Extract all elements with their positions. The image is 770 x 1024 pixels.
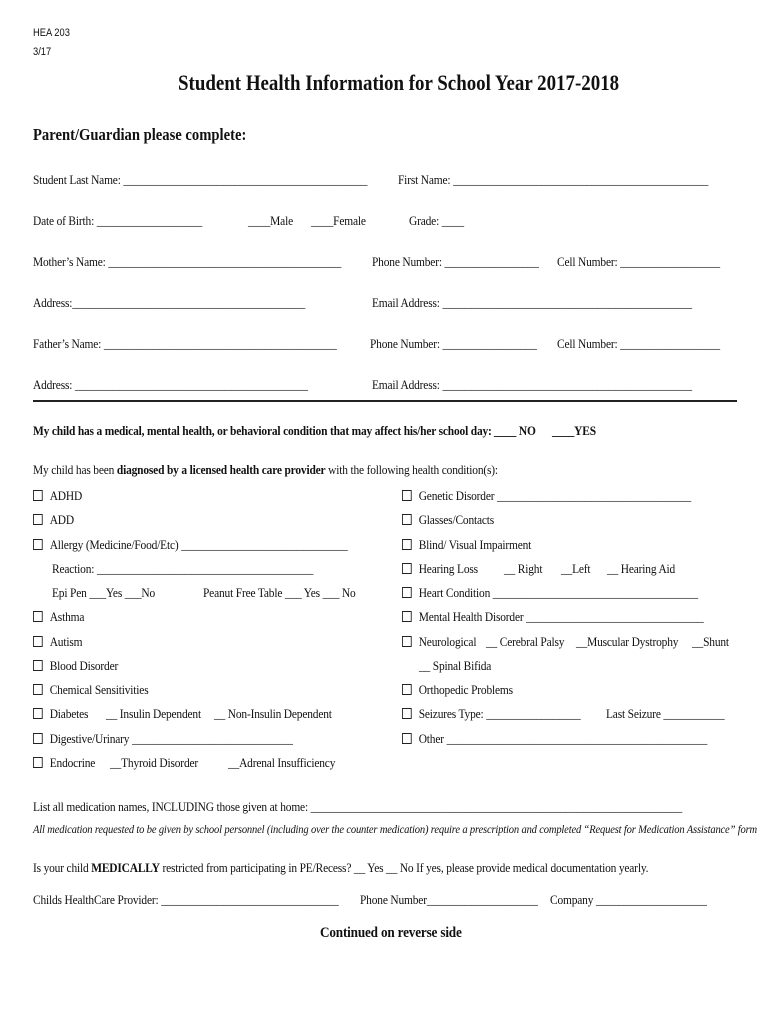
condition-diabetes[interactable]: Diabetes [33,706,88,722]
peanut-free-field[interactable]: Peanut Free Table ___ Yes ___ No [203,585,356,600]
checkbox-icon[interactable] [402,611,412,622]
checkbox-icon[interactable] [402,733,412,744]
shunt-field[interactable]: __Shunt [692,634,729,649]
condition-autism[interactable]: Autism [33,634,82,650]
condition-digestive[interactable]: Digestive/Urinary _____________________________ [33,731,293,747]
condition-yes-field[interactable]: ____YES [552,423,596,438]
father-phone-field[interactable]: Phone Number: _________________ [370,336,537,351]
epi-pen-field[interactable]: Epi Pen ___Yes ___No [52,585,156,600]
form-code: HEA 203 [33,27,70,39]
checkbox-icon[interactable] [402,514,412,525]
continued-footer: Continued on reverse side [320,925,462,941]
father-cell-field[interactable]: Cell Number: __________________ [557,336,720,351]
cerebral-palsy-field[interactable]: __ Cerebral Palsy [486,634,565,649]
checkbox-icon[interactable] [402,563,412,574]
provider-phone-field[interactable]: Phone Number____________________ [360,892,538,907]
condition-add[interactable]: ADD [33,512,74,528]
condition-hearing[interactable]: Hearing Loss [402,561,478,577]
healthcare-provider-field[interactable]: Childs HealthCare Provider: ________________________________ [33,892,339,907]
condition-orthopedic[interactable]: Orthopedic Problems [402,682,513,698]
provider-company-field[interactable]: Company ____________________ [550,892,707,907]
form-date: 3/17 [33,46,52,58]
checkbox-icon[interactable] [402,587,412,598]
condition-asthma[interactable]: Asthma [33,609,84,625]
adrenal-field[interactable]: __Adrenal Insufficiency [228,755,336,770]
email-field-2[interactable]: Email Address: _____________________________________________ [372,377,692,392]
mother-cell-field[interactable]: Cell Number: __________________ [557,254,720,269]
condition-seizures[interactable]: Seizures Type: _________________ [402,706,580,722]
insulin-dependent-field[interactable]: __ Insulin Dependent [106,706,201,721]
condition-glasses[interactable]: Glasses/Contacts [402,512,494,528]
grade-field[interactable]: Grade: ____ [409,213,464,228]
last-seizure-field[interactable]: Last Seizure ___________ [606,706,725,721]
father-name-field[interactable]: Father’s Name: __________________________________________ [33,336,337,351]
non-insulin-dependent-field[interactable]: __ Non-Insulin Dependent [214,706,332,721]
checkbox-icon[interactable] [402,684,412,695]
checkbox-icon[interactable] [33,708,43,719]
mother-phone-field[interactable]: Phone Number: _________________ [372,254,539,269]
thyroid-field[interactable]: __Thyroid Disorder [110,755,199,770]
hearing-aid-field[interactable]: __ Hearing Aid [607,561,676,576]
checkbox-icon[interactable] [33,733,43,744]
medications-field[interactable]: List all medication names, INCLUDING those given at home: ___________________________________________________________________ [33,799,683,814]
condition-neurological[interactable]: Neurological [402,634,476,650]
checkbox-icon[interactable] [33,539,43,550]
condition-blood-disorder[interactable]: Blood Disorder [33,658,118,674]
pe-restriction-question[interactable]: Is your child MEDICALLY restricted from participating in PE/Recess? __ Yes __ No If yes, please provide medical documentation yearly. [33,860,649,875]
condition-mental-health[interactable]: Mental Health Disorder ________________________________ [402,609,704,625]
address-field-1[interactable]: Address:__________________________________________ [33,295,306,310]
address-field-2[interactable]: Address: __________________________________________ [33,377,308,392]
condition-chemical[interactable]: Chemical Sensitivities [33,682,148,698]
email-field-1[interactable]: Email Address: _____________________________________________ [372,295,692,310]
first-name-field[interactable]: First Name: ______________________________________________ [398,172,709,187]
condition-no-field[interactable]: ____ NO [494,423,536,438]
checkbox-icon[interactable] [33,636,43,647]
condition-endocrine[interactable]: Endocrine [33,755,95,771]
checkbox-icon[interactable] [402,636,412,647]
checkbox-icon[interactable] [402,708,412,719]
condition-adhd[interactable]: ADHD [33,488,82,504]
checkbox-icon[interactable] [33,611,43,622]
hearing-left-field[interactable]: __Left [561,561,591,576]
mother-name-field[interactable]: Mother’s Name: __________________________________________ [33,254,342,269]
checkbox-icon[interactable] [402,490,412,501]
medication-note: All medication requested to be given by school personnel (including over the counter medication) require a prescription and completed “Request for Medication Assistance” form [33,822,757,836]
section-subtitle: Parent/Guardian please complete: [33,125,247,144]
checkbox-icon[interactable] [402,539,412,550]
checkbox-icon[interactable] [33,757,43,768]
diagnosed-statement: My child has been diagnosed by a licensed health care provider with the following health condition(s): [33,462,498,477]
condition-other[interactable]: Other _______________________________________________ [402,731,707,747]
student-last-name-field[interactable]: Student Last Name: ____________________________________________ [33,172,368,187]
condition-genetic[interactable]: Genetic Disorder ___________________________________ [402,488,691,504]
checkbox-icon[interactable] [33,490,43,501]
condition-heart[interactable]: Heart Condition _____________________________________ [402,585,698,601]
female-field[interactable]: ____Female [311,213,366,228]
checkbox-icon[interactable] [33,684,43,695]
spinal-bifida-field[interactable]: __ Spinal Bifida [419,658,492,673]
divider-line [33,400,737,402]
male-field[interactable]: ____Male [248,213,293,228]
checkbox-icon[interactable] [33,660,43,671]
checkbox-icon[interactable] [33,514,43,525]
date-of-birth-field[interactable]: Date of Birth: ___________________ [33,213,203,228]
reaction-field[interactable]: Reaction: _______________________________________ [52,561,314,576]
muscular-dystrophy-field[interactable]: __Muscular Dystrophy [576,634,679,649]
condition-question: My child has a medical, mental health, or behavioral condition that may affect his/her school day: [33,423,492,438]
condition-allergy[interactable]: Allergy (Medicine/Food/Etc) ______________________________ [33,537,348,553]
hearing-right-field[interactable]: __ Right [504,561,543,576]
condition-blind[interactable]: Blind/ Visual Impairment [402,537,531,553]
page-title: Student Health Information for School Year 2017-2018 [178,70,620,95]
